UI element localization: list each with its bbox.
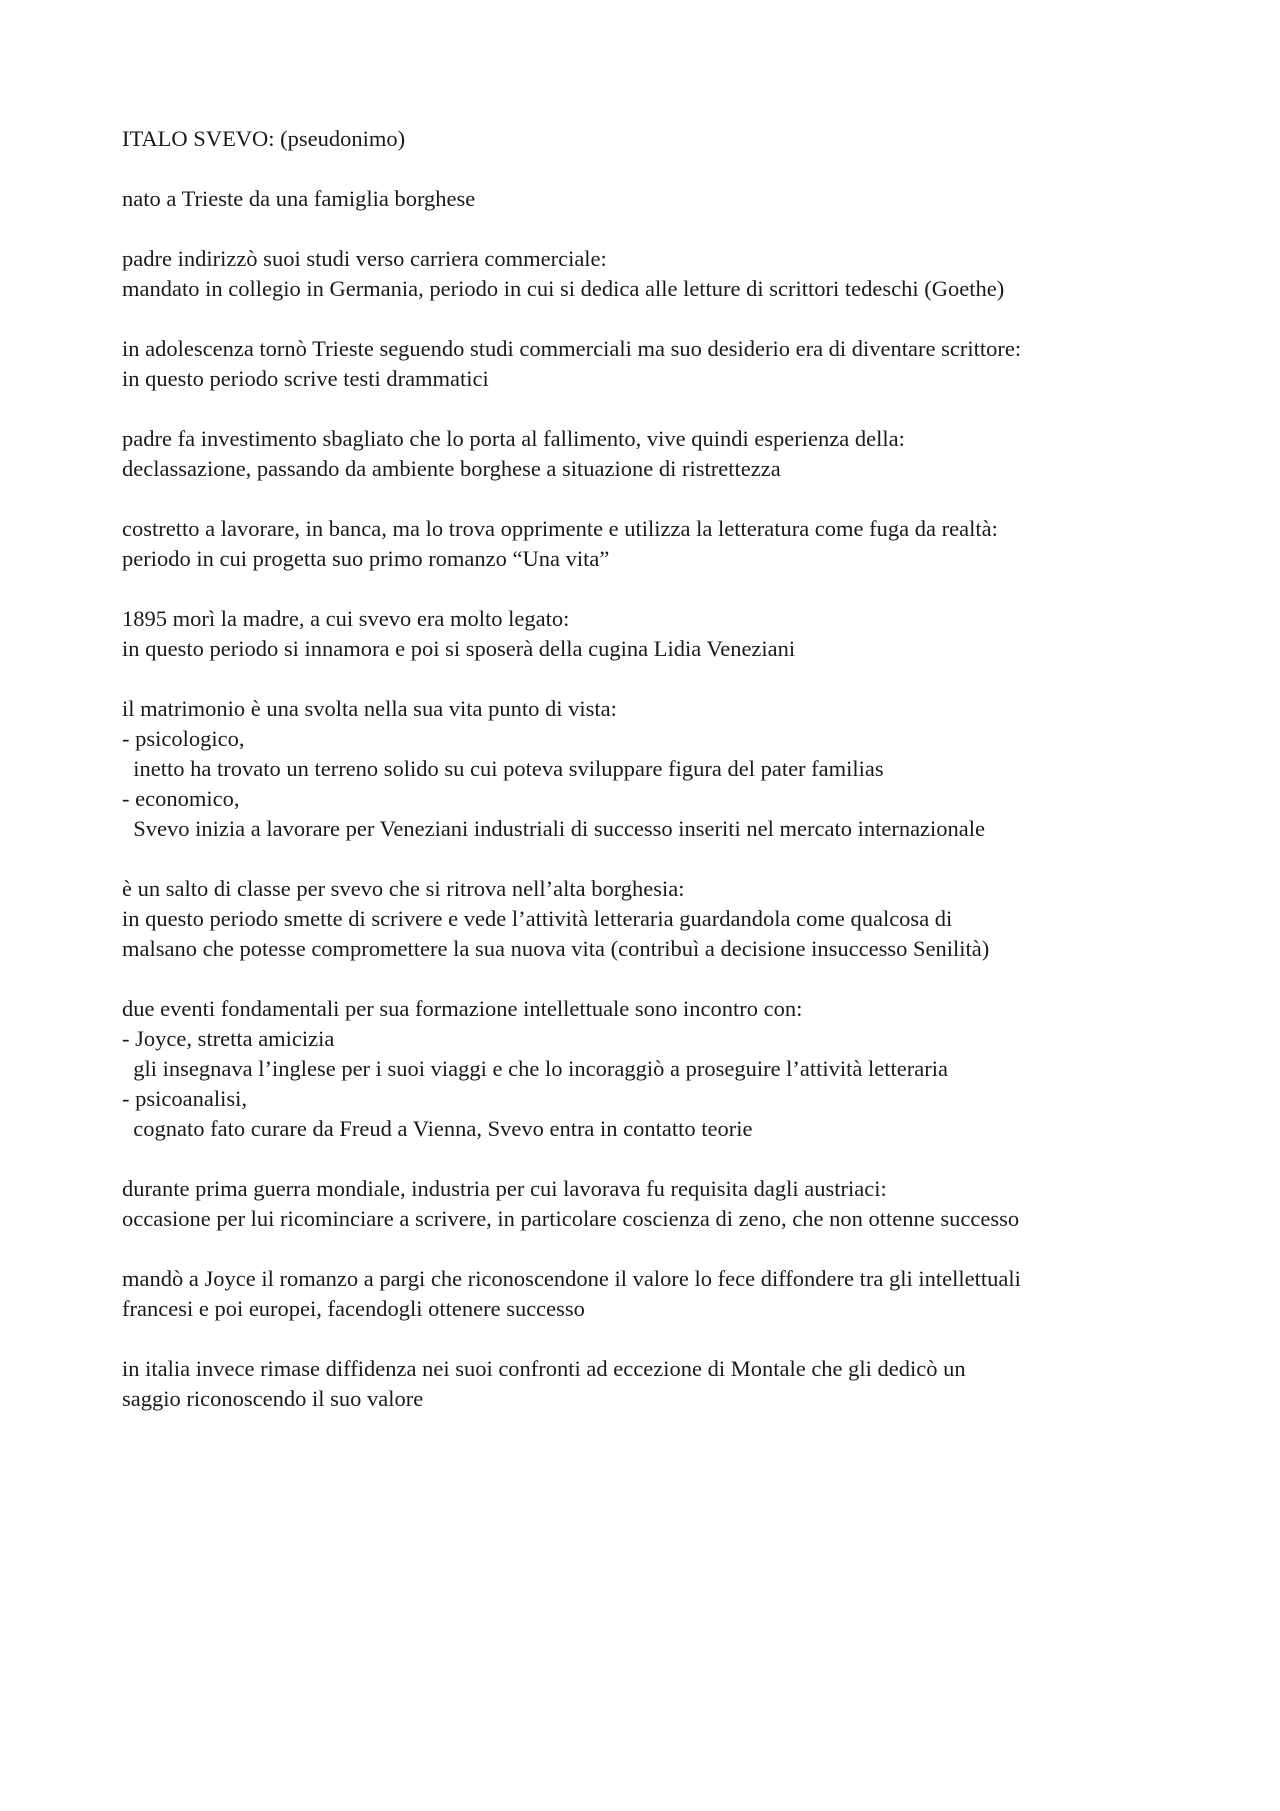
paragraph (122, 994, 1202, 1144)
paragraph (122, 694, 1202, 844)
paragraph (122, 184, 1202, 214)
text-line: in questo periodo si innamora e poi si sposerà della cugina Lidia Veneziani (122, 636, 796, 661)
document-title: ITALO SVEVO: (pseudonimo) (122, 126, 406, 151)
text-line: mandò a Joyce il romanzo a pargi che riconoscendone il valore lo fece diffondere tra gli intellettuali (122, 1266, 1021, 1291)
text-line: in questo periodo scrive testi drammatici (122, 366, 489, 391)
text-line: cognato fato curare da Freud a Vienna, Svevo entra in contatto teorie (122, 1116, 753, 1141)
paragraph (122, 244, 1202, 304)
text-line: il matrimonio è una svolta nella sua vita punto di vista: (122, 696, 617, 721)
text-line: 1895 morì la madre, a cui svevo era molto legato: (122, 606, 570, 631)
text-line: saggio riconoscendo il suo valore (122, 1386, 424, 1411)
title-paragraph (122, 124, 1202, 154)
text-line: padre fa investimento sbagliato che lo porta al fallimento, vive quindi esperienza della: (122, 426, 905, 451)
paragraph (122, 1354, 1202, 1414)
text-line: - psicologico, (122, 726, 245, 751)
paragraph (122, 1264, 1202, 1324)
text-line: declassazione, passando da ambiente borghese a situazione di ristrettezza (122, 456, 781, 481)
paragraph (122, 604, 1202, 664)
text-line: costretto a lavorare, in banca, ma lo trova opprimente e utilizza la letteratura come fuga da realtà: (122, 516, 998, 541)
text-line: due eventi fondamentali per sua formazione intellettuale sono incontro con: (122, 996, 803, 1021)
text-line: in questo periodo smette di scrivere e vede l’attività letteraria guardandola come qualcosa di (122, 906, 953, 931)
text-line: in adolescenza tornò Trieste seguendo studi commerciali ma suo desiderio era di diventare scrittore: (122, 336, 1022, 361)
text-line: periodo in cui progetta suo primo romanzo “Una vita” (122, 546, 610, 571)
text-line: - Joyce, stretta amicizia (122, 1026, 335, 1051)
paragraph (122, 514, 1202, 574)
paragraph (122, 1174, 1202, 1234)
text-line: in italia invece rimase diffidenza nei suoi confronti ad eccezione di Montale che gli dedicò un (122, 1356, 966, 1381)
text-line: malsano che potesse compromettere la sua nuova vita (contribuì a decisione insuccesso Senilità) (122, 936, 990, 961)
text-line: durante prima guerra mondiale, industria per cui lavorava fu requisita dagli austriaci: (122, 1176, 887, 1201)
text-line: francesi e poi europei, facendogli ottenere successo (122, 1296, 585, 1321)
document-body (122, 124, 1202, 1444)
text-line: nato a Trieste da una famiglia borghese (122, 186, 476, 211)
text-line: padre indirizzò suoi studi verso carriera commerciale: (122, 246, 607, 271)
paragraph (122, 424, 1202, 484)
text-line: è un salto di classe per svevo che si ritrova nell’alta borghesia: (122, 876, 685, 901)
text-line: - economico, (122, 786, 240, 811)
text-line: - psicoanalisi, (122, 1086, 247, 1111)
text-line: occasione per lui ricominciare a scrivere, in particolare coscienza di zeno, che non ottenne successo (122, 1206, 1020, 1231)
paragraph (122, 874, 1202, 964)
text-line: gli insegnava l’inglese per i suoi viaggi e che lo incoraggiò a proseguire l’attività letteraria (122, 1056, 948, 1081)
text-line: mandato in collegio in Germania, periodo in cui si dedica alle letture di scrittori tedeschi (Goethe) (122, 276, 1005, 301)
paragraph (122, 334, 1202, 394)
text-line: inetto ha trovato un terreno solido su cui poteva sviluppare figura del pater familias (122, 756, 884, 781)
text-line: Svevo inizia a lavorare per Veneziani industriali di successo inseriti nel mercato internazionale (122, 816, 986, 841)
